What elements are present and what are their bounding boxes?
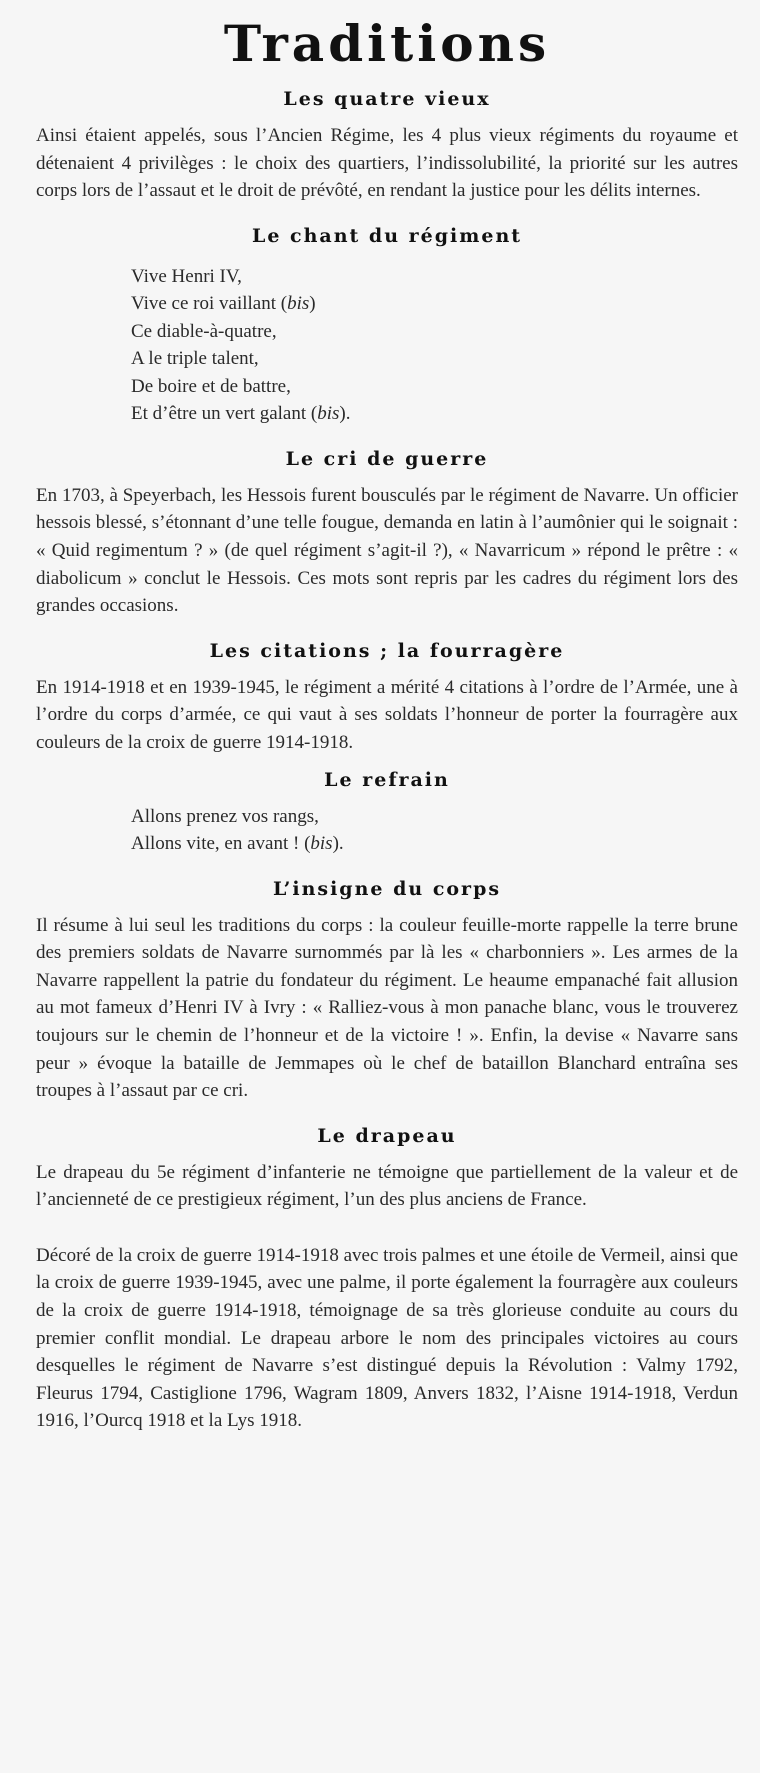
- verse-line: Vive Henri IV,: [131, 265, 242, 287]
- paragraph-cri: En 1703, à Speyerbach, les Hessois furent bousculés par le régiment de Navarre. Un officier hessois blessé, s’étonnant d’une telle fougue, demanda en latin à l’aumônier qui le soignait : « Quid regimentum ? » (de quel régiment s’agit-il ?), « Navarricum » répond le prêtre : « diabolicum » conclut le Hessois. Ces mots sont repris par les cadres du régiment lors des grandes occasions.: [36, 484, 738, 617]
- section-heading-drapeau: Le drapeau: [317, 1124, 457, 1147]
- section-heading-quatre-vieux: Les quatre vieux: [283, 88, 491, 110]
- paragraph-quatre-vieux: Ainsi étaient appelés, sous l’Ancien Régime, les 4 plus vieux régiments du royaume et détenaient 4 privilèges : le choix des quartiers, l’indissolubilité, la priorité sur les autres corps lors de l’assaut et le droit de prévôté, en rendant la justice pour les délits internes.: [36, 125, 738, 202]
- verse-line: Ce diable-à-quatre,: [131, 320, 277, 342]
- section-heading-citations: Les citations ; la fourragère: [209, 639, 565, 662]
- section-heading-refrain: Le refrain: [324, 768, 450, 791]
- section-heading-insigne: L’insigne du corps: [272, 877, 502, 900]
- verse-chant: [131, 263, 738, 428]
- paragraph-citations: En 1914-1918 et en 1939-1945, le régiment a mérité 4 citations à l’ordre de l’Armée, une à l’ordre du corps d’armée, ce qui vaut à ses soldats l’honneur de porter la fourragère aux couleurs de la croix de guerre 1914-1918.: [36, 676, 738, 753]
- verse-line: Vive ce roi vaillant (bis): [131, 293, 316, 315]
- section-heading-cri: Le cri de guerre: [285, 447, 489, 470]
- verse-line: Allons vite, en avant ! (bis).: [131, 833, 344, 855]
- paragraph-drapeau-1: Le drapeau du 5e régiment d’infanterie ne témoigne que partiellement de la valeur et de l’ancienneté de ce prestigieux régiment, l’un des plus anciens de France.: [36, 1161, 738, 1211]
- paragraph-insigne: Il résume à lui seul les traditions du corps : la couleur feuille-morte rappelle la terre brune des premiers soldats de Navarre surnommés par là les « charbonniers ». Les armes de la Navarre rappellent la patrie du fondateur du régiment. Le heaume empanaché fait allusion au mot fameux d’Henri IV à Ivry : « Ralliez-vous à mon panache blanc, vous le trouverez toujours sur le chemin de l’honneur et de la victoire ! ». Enfin, la devise « Navarre sans peur » évoque la bataille de Jemmapes où le chef de bataillon Blanchard entraîna ses troupes à l’assaut par ce cri.: [36, 914, 738, 1102]
- verse-line: Allons prenez vos rangs,: [131, 805, 319, 827]
- verse-line: A le triple talent,: [131, 348, 259, 370]
- section-heading-chant: Le chant du régiment: [251, 224, 523, 247]
- verse-line: De boire et de battre,: [131, 375, 291, 397]
- paragraph-drapeau-2: Décoré de la croix de guerre 1914-1918 avec trois palmes et une étoile de Vermeil, ainsi que la croix de guerre 1939-1945, avec une palme, il porte également la fourragère aux couleurs de la croix de guerre 1914-1918, témoignage de sa très glorieuse conduite au cours du premier conflit mondial. Le drapeau arbore le nom des principales victoires au cours desquelles le régiment de Navarre s’est distingué depuis la Révolution : Valmy 1792, Fleurus 1794, Castiglione 1796, Wagram 1809, Anvers 1832, l’Aisne 1914-1918, Verdun 1916, l’Ourcq 1918 et la Lys 1918.: [36, 1244, 738, 1432]
- verse-refrain: [131, 803, 738, 858]
- page-title: Traditions: [223, 14, 551, 73]
- verse-line: Et d’être un vert galant (bis).: [131, 403, 351, 425]
